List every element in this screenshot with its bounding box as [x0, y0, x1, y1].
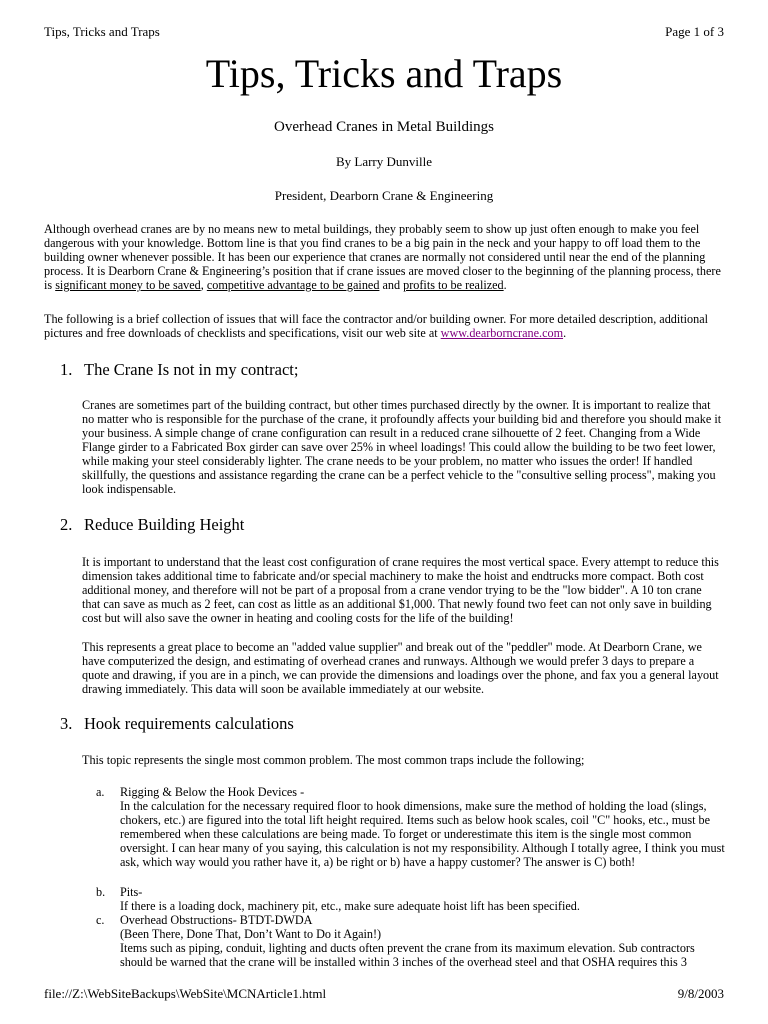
header-title: Tips, Tricks and Traps [44, 24, 160, 39]
document-subtitle: Overhead Cranes in Metal Buildings [274, 119, 494, 135]
section-number: 2. [60, 515, 73, 534]
period: . [563, 326, 567, 340]
list-item-title: Rigging & Below the Hook Devices - [120, 785, 305, 799]
underlined-phrase: competitive advantage to be gained [206, 278, 380, 292]
list-item-text: (Been There, Done That, Don’t Want to Do it Again!) [120, 927, 382, 941]
page-footer [44, 986, 724, 1002]
list-item-text: In the calculation for the necessary required floor to hook dimensions, make sure the method of holding the load (slings, chokers, etc.) are figured into the total lift height required. Items such as below hook scales, coil "C" hooks, etc., must be remembered when these calculations are being made. To forget or underestimate this item is the single most common oversight. I can hear many of you saying, this calculation is not my responsibility. Although I totally agree, I think you must ask, which way would you rather have it, a) be right or b) have a happy customer? The answer is C) both! [120, 799, 725, 869]
list-item-text: If there is a loading dock, machinery pit, etc., make sure adequate hoist lift has been specified. [120, 899, 580, 913]
section-title: Reduce Building Height [84, 515, 245, 534]
list-item-text: Items such as piping, conduit, lighting and ducts often prevent the crane from its maximum elevation. Sub contractors should be warned that the crane will be installed within 3 inches of the overhead steel and that OSHA requires this 3 [120, 941, 695, 969]
page-number: Page 1 of 3 [665, 24, 724, 39]
section-heading [60, 515, 244, 535]
period: . [503, 278, 507, 292]
section-body [82, 398, 722, 496]
intro-text: Although overhead cranes are by no means new to metal buildings, they probably seem to show up just often enough to make you feel dangerous with your knowledge. Bottom line is that you find cranes to be a big pain in the neck and your happy to off load them to the building owner whenever possible. It has been our experience that cranes are normally not considered until near the end of the planning process. It is Dearborn Crane & Engineering’s position that if crane issues are moved closer to the beginning of the planning process, there is [44, 222, 721, 292]
intro-paragraph-2 [44, 312, 727, 340]
author-role: President, Dearborn Crane & Engineering [274, 188, 494, 203]
section-heading [60, 714, 294, 734]
section-title: Hook requirements calculations [84, 714, 294, 733]
document-title: Tips, Tricks and Traps [205, 51, 563, 96]
section-number: 3. [60, 714, 73, 733]
separator: , [200, 278, 207, 292]
list-marker: a. [96, 785, 105, 799]
section-body [82, 555, 722, 625]
section-number: 1. [60, 360, 73, 379]
website-link[interactable]: www.dearborncrane.com [440, 326, 564, 340]
list-item [96, 785, 726, 869]
list-item-title: Pits- [120, 885, 143, 899]
paragraph: Cranes are sometimes part of the building contract, but other times purchased directly by the owner. It is important to realize that no matter who is responsible for the purchase of the crane, it profoundly affects your building bid and therefore you should make it your business. A simple change of crane configuration can result in a reduced crane silhouette of 2 feet. Changing from a Wide Flange girder to a Fabricated Box girder can save over 25% in wheel loadings! This could allow the building to be two feet lower, while making your steel considerably lighter. The crane needs to be your problem, no matter who issues the order! If handled skillfully, the questions and assistance regarding the crane can be a perfect vehicle to the "consultive selling process", making you look indispensable. [82, 398, 722, 496]
paragraph: This topic represents the single most common problem. The most common traps include the following; [82, 753, 585, 767]
section-body [82, 640, 722, 696]
underlined-phrase: profits to be realized [403, 278, 504, 292]
page-header [44, 24, 724, 40]
list-item [96, 913, 726, 969]
intro-text: The following is a brief collection of issues that will face the contractor and/or building owner. For more detailed description, additional pictures and free downloads of checklists and specifications, visit our web site at [44, 312, 709, 340]
list-marker: b. [96, 885, 106, 899]
list-marker: c. [96, 913, 105, 927]
underlined-phrase: significant money to be saved [55, 278, 201, 292]
list-item-title: Overhead Obstructions- BTDT-DWDA [120, 913, 313, 927]
intro-paragraph-1 [44, 222, 727, 292]
author-byline: By Larry Dunville [335, 154, 433, 169]
file-path: file://Z:\WebSiteBackups\WebSite\MCNArticle1.html [44, 986, 327, 1001]
paragraph: This represents a great place to become an "added value supplier" and break out of the "peddler" mode. At Dearborn Crane, we have computerized the design, and estimating of overhead cranes and runways. Although we would prefer 3 days to prepare a quote and drawing, if you are in a pinch, we can provide the dimensions and loadings over the phone, and fax you a general layout drawing immediately. This data will soon be available immediately at our website. [82, 640, 719, 696]
list-item [96, 885, 726, 913]
separator: and [379, 278, 404, 292]
paragraph: It is important to understand that the least cost configuration of crane requires the most vertical space. Every attempt to reduce this dimension takes additional time to fabricate and/or special machinery to make the hoist and endtrucks more compact. Both cost additional money, and therefore will not be part of a proposal from a crane vendor trying to be the "low bidder". A 10 ton crane that can save as much as 2 feet, can cost as little as an additional $1,000. That newly found two feet can not only save in building cost but will also save the owner in heating and cooling costs for the life of the building! [82, 555, 719, 625]
section-title: The Crane Is not in my contract; [84, 360, 299, 379]
section-body [82, 753, 722, 767]
section-heading [60, 360, 298, 380]
print-date: 9/8/2003 [677, 986, 724, 1001]
